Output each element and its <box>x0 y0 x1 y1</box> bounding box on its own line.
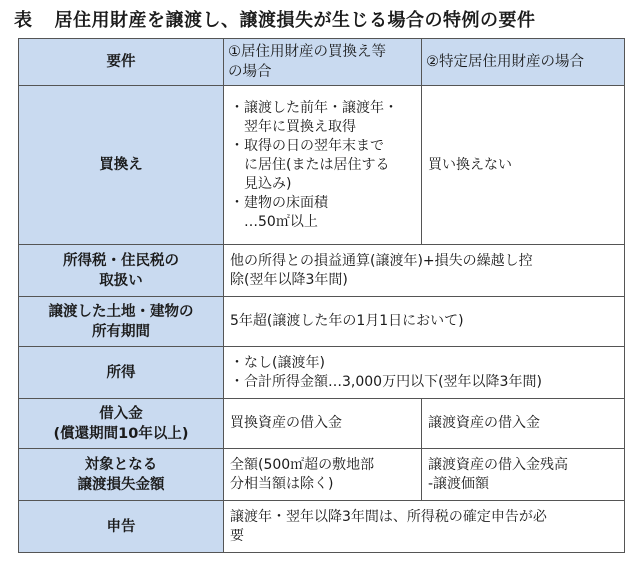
row-declare <box>19 501 625 553</box>
kaikae-item-2: ・ 取得の日の翌年末まで に居住(または居住する 見込み) <box>230 137 415 194</box>
row-loan-label: 借入金 (償還期間10年以上) <box>19 399 224 449</box>
row-target-col2: 譲渡資産の借入金残高 -譲渡価額 <box>422 449 625 501</box>
row-income-value <box>224 347 625 399</box>
kaikae-item-1: ・ 譲渡した前年・譲渡年・ 翌年に買換え取得 <box>230 99 415 137</box>
header-row <box>19 39 625 86</box>
header-col2: ②特定居住用財産の場合 <box>422 39 625 86</box>
row-kaikae-col1 <box>224 86 422 245</box>
row-tax <box>19 245 625 297</box>
row-tax-label: 所得税・住民税の 取扱い <box>19 245 224 297</box>
row-loan <box>19 399 625 449</box>
row-period-label: 譲渡した土地・建物の 所有期間 <box>19 297 224 347</box>
row-target-col1: 全額(500㎡超の敷地部 分相当額は除く) <box>224 449 422 501</box>
page-title <box>14 6 536 32</box>
row-declare-value: 譲渡年・翌年以降3年間は、所得税の確定申告が必 要 <box>224 501 625 553</box>
row-loan-col2: 譲渡資産の借入金 <box>422 399 625 449</box>
row-target-label: 対象となる 譲渡損失金額 <box>19 449 224 501</box>
kaikae-item-3: ・ 建物の床面積 …50㎡以上 <box>230 194 415 232</box>
row-loan-col1: 買換資産の借入金 <box>224 399 422 449</box>
header-requirement: 要件 <box>19 39 224 86</box>
row-income-label: 所得 <box>19 347 224 399</box>
row-kaikae <box>19 86 625 245</box>
row-income <box>19 347 625 399</box>
row-period-value: 5年超(譲渡した年の1月1日において) <box>224 297 625 347</box>
income-item-2: ・ 合計所得金額…3,000万円以下(翌年以降3年間) <box>230 373 618 392</box>
title-text: 居住用財産を譲渡し、譲渡損失が生じる場合の特例の要件 <box>54 10 536 31</box>
title-label: 表 <box>14 10 33 31</box>
row-period <box>19 297 625 347</box>
row-tax-value: 他の所得との損益通算(譲渡年)+損失の繰越し控 除(翌年以降3年間) <box>224 245 625 297</box>
header-col1: ①居住用財産の買換え等 の場合 <box>224 39 422 86</box>
row-kaikae-col2: 買い換えない <box>422 86 625 245</box>
row-declare-label: 申告 <box>19 501 224 553</box>
row-kaikae-label: 買換え <box>19 86 224 245</box>
requirements-table <box>18 38 625 553</box>
row-target <box>19 449 625 501</box>
income-item-1: ・ なし(譲渡年) <box>230 354 618 373</box>
